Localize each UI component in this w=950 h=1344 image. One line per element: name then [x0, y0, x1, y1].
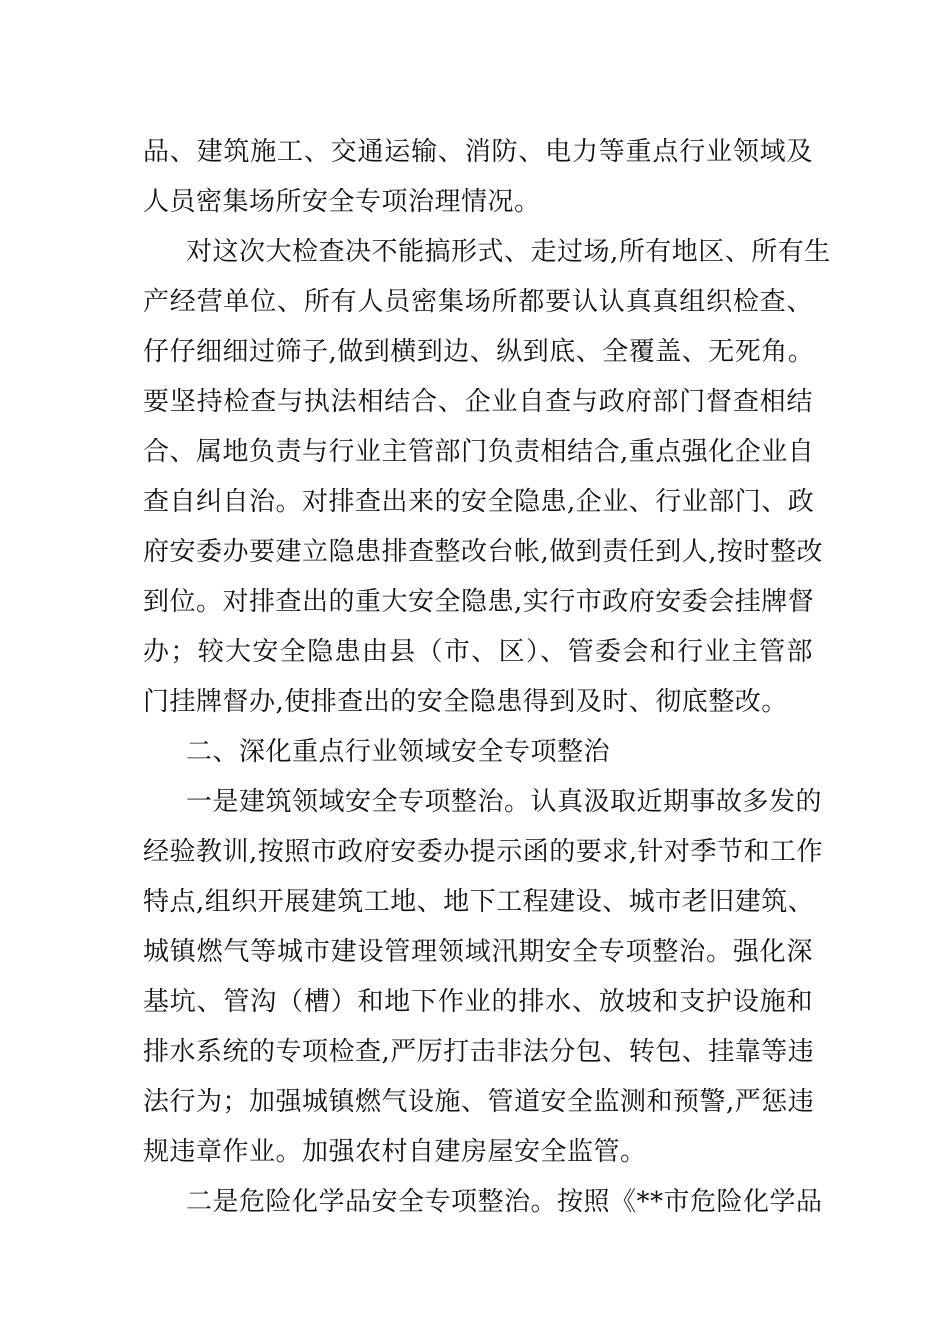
text-line: 对这次大检查决不能搞形式、走过场,所有地区、所有生 — [186, 237, 831, 267]
text-line: 查自纠自治。对排查出来的安全隐患,企业、行业部门、政 — [143, 487, 815, 517]
text-line: 到位。对排查出的重大安全隐患,实行市政府安委会挂牌督 — [143, 587, 815, 617]
text-line: 一是建筑领域安全专项整治。认真汲取近期事故多发的 — [186, 787, 823, 817]
text-line: 经验教训,按照市政府安委办提示函的要求,针对季节和工作 — [143, 837, 824, 867]
text-line: 合、属地负责与行业主管部门负责相结合,重点强化企业自 — [143, 437, 815, 467]
text-line: 基坑、管沟（槽）和地下作业的排水、放坡和支护设施和 — [143, 987, 813, 1017]
text-line: 特点,组织开展建筑工地、地下工程建设、城市老旧建筑、 — [143, 887, 815, 917]
text-line: 仔仔细细过筛子,做到横到边、纵到底、全覆盖、无死角。 — [143, 337, 815, 367]
section-heading: 二、深化重点行业领域安全专项整治 — [186, 737, 611, 767]
text-line: 二是危险化学品安全专项整治。按照《**市危险化学品 — [186, 1187, 823, 1217]
text-line: 规违章作业。加强农村自建房屋安全监管。 — [143, 1137, 647, 1167]
text-line: 品、建筑施工、交通运输、消防、电力等重点行业领域及 — [143, 137, 813, 167]
text-line: 人员密集场所安全专项治理情况。 — [143, 187, 541, 217]
text-line: 要坚持检查与执法相结合、企业自查与政府部门督查相结 — [143, 387, 813, 417]
text-line: 城镇燃气等城市建设管理领域汛期安全专项整治。强化深 — [143, 937, 813, 967]
text-line: 产经营单位、所有人员密集场所都要认认真真组织检查、 — [143, 287, 813, 317]
text-line: 门挂牌督办,使排查出的安全隐患得到及时、彻底整改。 — [143, 687, 788, 717]
text-line: 办；较大安全隐患由县（市、区）、管委会和行业主管部 — [143, 637, 813, 667]
text-line: 排水系统的专项检查,严厉打击非法分包、转包、挂靠等违 — [143, 1037, 815, 1067]
text-line: 法行为；加强城镇燃气设施、管道安全监测和预警,严惩违 — [143, 1087, 815, 1117]
text-line: 府安委办要建立隐患排查整改台帐,做到责任到人,按时整改 — [143, 537, 824, 567]
